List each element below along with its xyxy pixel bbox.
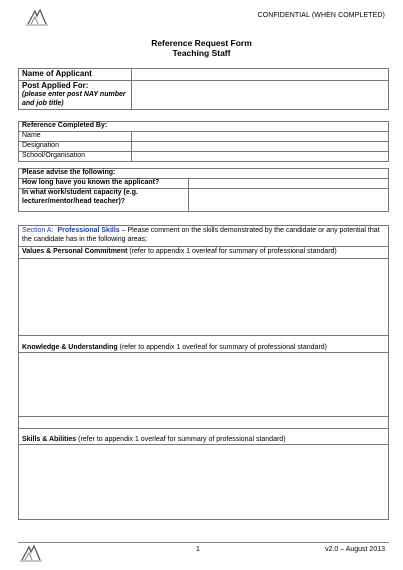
section-a-description: – Please comment on the skills demonstrated by the candidate or any potential that the candidate has in the following areas;: [22, 227, 380, 243]
referee-designation-field[interactable]: [132, 142, 389, 152]
form-subtitle: Teaching Staff: [172, 48, 231, 58]
values-note: (refer to appendix 1 overleaf for summary of professional standard): [127, 248, 337, 255]
referee-heading: Reference Completed By:: [19, 122, 389, 132]
knowledge-response-area[interactable]: [19, 353, 389, 417]
referee-designation-label: Designation: [19, 142, 132, 152]
skills-note: (refer to appendix 1 overleaf for summary of professional standard): [76, 436, 286, 443]
known-duration-field[interactable]: [189, 179, 389, 189]
organisation-logo: [26, 8, 48, 26]
page-number: 1: [196, 546, 200, 553]
applicant-table: [18, 68, 389, 110]
section-a-name: Professional Skills: [57, 227, 120, 234]
advise-heading: Please advise the following:: [19, 169, 389, 179]
skills-label: Skills & Abilities: [22, 436, 77, 443]
footer-divider: [18, 542, 389, 543]
section-a-table: [18, 225, 389, 520]
advise-table: [18, 168, 389, 212]
capacity-label: In what work/student capacity (e.g. lecturer/mentor/head teacher)?: [19, 189, 189, 212]
post-applied-hint: (please enter post NAY number and job title): [22, 91, 126, 107]
capacity-field[interactable]: [189, 189, 389, 212]
spacer-row: [19, 417, 389, 429]
skills-response-area[interactable]: [19, 445, 389, 520]
referee-school-label: School/Organisation: [19, 152, 132, 162]
section-a-prefix: Section A:: [22, 227, 54, 234]
referee-table: [18, 121, 389, 162]
post-applied-field[interactable]: [132, 81, 389, 110]
section-a-intro: [19, 226, 389, 247]
form-title: Reference Request Form: [151, 38, 252, 48]
post-applied-label: Post Applied For:: [22, 81, 89, 90]
skills-heading: [19, 429, 389, 445]
values-label: Values & Personal Commitment: [22, 248, 128, 255]
referee-name-field[interactable]: [132, 132, 389, 142]
version-label: v2.0 – August 2013: [325, 546, 385, 553]
values-heading: [19, 247, 389, 259]
knowledge-label: Knowledge & Understanding: [22, 344, 118, 351]
confidential-notice: CONFIDENTIAL (WHEN COMPLETED): [257, 12, 385, 19]
referee-school-field[interactable]: [132, 152, 389, 162]
section-a-heading: [22, 227, 120, 234]
knowledge-note: (refer to appendix 1 overleaf for summary of professional standard): [117, 344, 327, 351]
applicant-name-label: Name of Applicant: [19, 69, 132, 81]
applicant-name-field[interactable]: [132, 69, 389, 81]
post-applied-cell: [19, 81, 132, 110]
footer-logo: [20, 544, 42, 562]
referee-name-label: Name: [19, 132, 132, 142]
knowledge-heading: [19, 336, 389, 353]
values-response-area[interactable]: [19, 259, 389, 336]
form-title-block: [0, 38, 403, 58]
known-duration-label: How long have you known the applicant?: [19, 179, 189, 189]
